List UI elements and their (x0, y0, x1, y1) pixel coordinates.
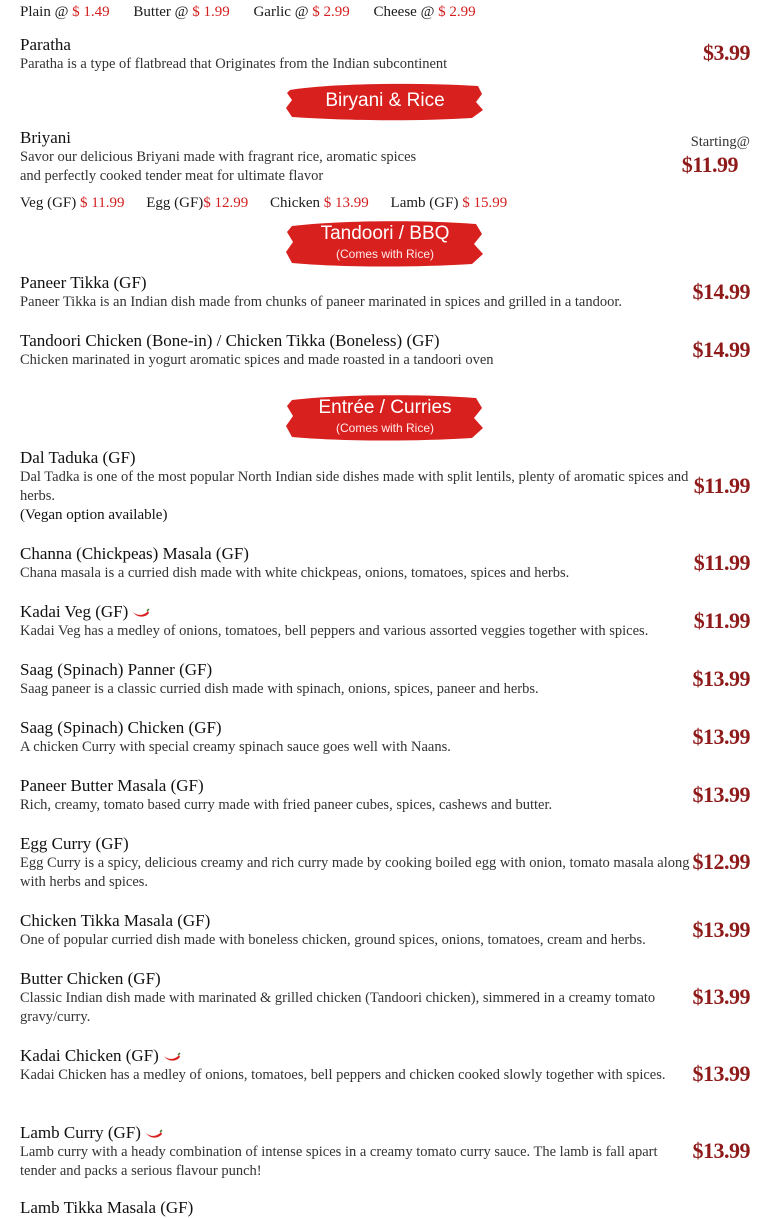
item-note: (Vegan option available) (20, 507, 168, 523)
item-price: $13.99 (692, 666, 750, 691)
item-price: $13.99 (692, 1061, 750, 1086)
item-price: $12.99 (692, 849, 750, 874)
item-description: Chicken marinated in yogurt aromatic spices and made roasted in a tandoori oven (20, 352, 494, 368)
item-description: Paratha is a type of flatbread that Originates from the Indian subcontinent (20, 56, 448, 72)
item-title: Saag (Spinach) Chicken (GF) (20, 718, 222, 737)
menu-item (20, 448, 695, 525)
item-price: $14.99 (692, 279, 750, 304)
naan-option: Garlic @ $ 2.99 (253, 4, 350, 20)
naan-option: Cheese @ $ 2.99 (373, 4, 476, 20)
variant: Lamb (GF) $ 15.99 (390, 195, 508, 211)
item-price: $13.99 (692, 917, 750, 942)
item-title: Paneer Tikka (GF) (20, 273, 147, 292)
item-description: Saag paneer is a classic curried dish made with spinach, onions, spices, paneer and herbs. (20, 681, 539, 697)
item-title: Butter Chicken (GF) (20, 969, 161, 988)
item-price: $13.99 (692, 782, 750, 807)
chili-pepper-icon (163, 1052, 181, 1062)
naan-option: Plain @ $ 1.49 (20, 4, 110, 20)
chili-pepper-icon (132, 608, 150, 618)
section-subtitle: (Comes with Rice) (335, 247, 434, 261)
item-title: Briyani (20, 128, 71, 147)
item-price: $13.99 (692, 1138, 750, 1163)
item-description: and perfectly cooked tender meat for ultimate flavor (20, 168, 324, 184)
item-description: One of popular curried dish made with boneless chicken, ground spices, onions, tomatoes, cream and herbs. (20, 932, 646, 948)
item-description: A chicken Curry with special creamy spinach sauce goes well with Naans. (20, 739, 451, 755)
menu-item (20, 1123, 695, 1181)
item-title: Egg Curry (GF) (20, 834, 129, 853)
menu-item (20, 544, 695, 583)
section-banner-biryani (286, 80, 484, 122)
item-price: $13.99 (692, 724, 750, 749)
menu-item-biryani (20, 128, 695, 186)
variant: Egg (GF)$ 12.99 (146, 195, 249, 211)
item-description: Rich, creamy, tomato based curry made with fried paneer cubes, spices, cashews and butter. (20, 797, 553, 813)
section-banner-entree (286, 392, 484, 442)
item-description: Egg Curry is a spicy, delicious creamy and rich curry made by cooking boiled egg with onion, tomato masala along with herbs and spices. (20, 855, 690, 890)
menu-item (20, 776, 695, 815)
section-title: Entrée / Curries (318, 397, 452, 418)
menu-item (20, 1046, 695, 1085)
price-label: Starting@ (690, 134, 750, 150)
menu-item (20, 1198, 695, 1218)
menu-item-paratha (20, 35, 695, 74)
item-title: Lamb Tikka Masala (GF) (20, 1198, 194, 1217)
item-title: Saag (Spinach) Panner (GF) (20, 660, 213, 679)
item-title: Channa (Chickpeas) Masala (GF) (20, 544, 249, 563)
item-description: Classic Indian dish made with marinated & grilled chicken (Tandoori chicken), simmered in a creamy tomato gravy/curry. (20, 990, 656, 1025)
item-description: Kadai Veg has a medley of onions, tomatoes, bell peppers and various assorted veggies together with spices. (20, 623, 649, 639)
item-title: Paneer Butter Masala (GF) (20, 776, 204, 795)
menu-item (20, 273, 695, 312)
naan-options (20, 4, 496, 21)
item-price: $11.99 (693, 473, 750, 498)
item-description: Kadai Chicken has a medley of onions, tomatoes, bell peppers and chicken cooked slowly together with spices. (20, 1067, 666, 1083)
variant: Veg (GF) $ 11.99 (20, 195, 125, 211)
section-banner-tandoori (286, 218, 484, 268)
item-title: Dal Taduka (GF) (20, 448, 136, 467)
item-title: Kadai Chicken (GF) (20, 1046, 695, 1066)
menu-item (20, 602, 695, 641)
section-title: Tandoori / BBQ (320, 223, 450, 244)
item-title: Tandoori Chicken (Bone-in) / Chicken Tikka (Boneless) (GF) (20, 331, 440, 350)
item-description: Paneer Tikka is an Indian dish made from chunks of paneer marinated in spices and grilled in a tandoor. (20, 294, 623, 310)
menu-item (20, 660, 695, 699)
chili-pepper-icon (145, 1129, 163, 1139)
item-price: $3.99 (703, 40, 750, 65)
item-description: Savor our delicious Briyani made with fragrant rice, aromatic spices (20, 149, 417, 165)
variant: Chicken $ 13.99 (270, 195, 369, 211)
menu-item (20, 969, 695, 1027)
item-title: Kadai Veg (GF) (20, 602, 695, 622)
item-description: Chana masala is a curried dish made with white chickpeas, onions, tomatoes, spices and herbs. (20, 565, 570, 581)
item-title: Chicken Tikka Masala (GF) (20, 911, 211, 930)
item-description: Dal Tadka is one of the most popular North Indian side dishes made with split lentils, plenty of aromatic spices and herbs. (20, 469, 689, 504)
section-title: Biryani & Rice (325, 90, 445, 111)
item-title: Lamb Curry (GF) (20, 1123, 695, 1143)
naan-option: Butter @ $ 1.99 (133, 4, 230, 20)
item-price: $11.99 (681, 152, 738, 177)
menu-item (20, 834, 695, 892)
menu-item (20, 911, 695, 950)
item-price: $13.99 (692, 984, 750, 1009)
item-description: Lamb curry with a heady combination of intense spices in a creamy tomato curry sauce. The lamb is fall apart tender and packs a serious flavour punch! (20, 1144, 658, 1179)
menu-item (20, 331, 695, 370)
biryani-variants (20, 195, 525, 212)
item-price: $11.99 (693, 608, 750, 633)
item-price: $14.99 (692, 337, 750, 362)
section-subtitle: (Comes with Rice) (335, 421, 434, 435)
item-price: $11.99 (693, 550, 750, 575)
item-title: Paratha (20, 35, 71, 54)
menu-item (20, 718, 695, 757)
